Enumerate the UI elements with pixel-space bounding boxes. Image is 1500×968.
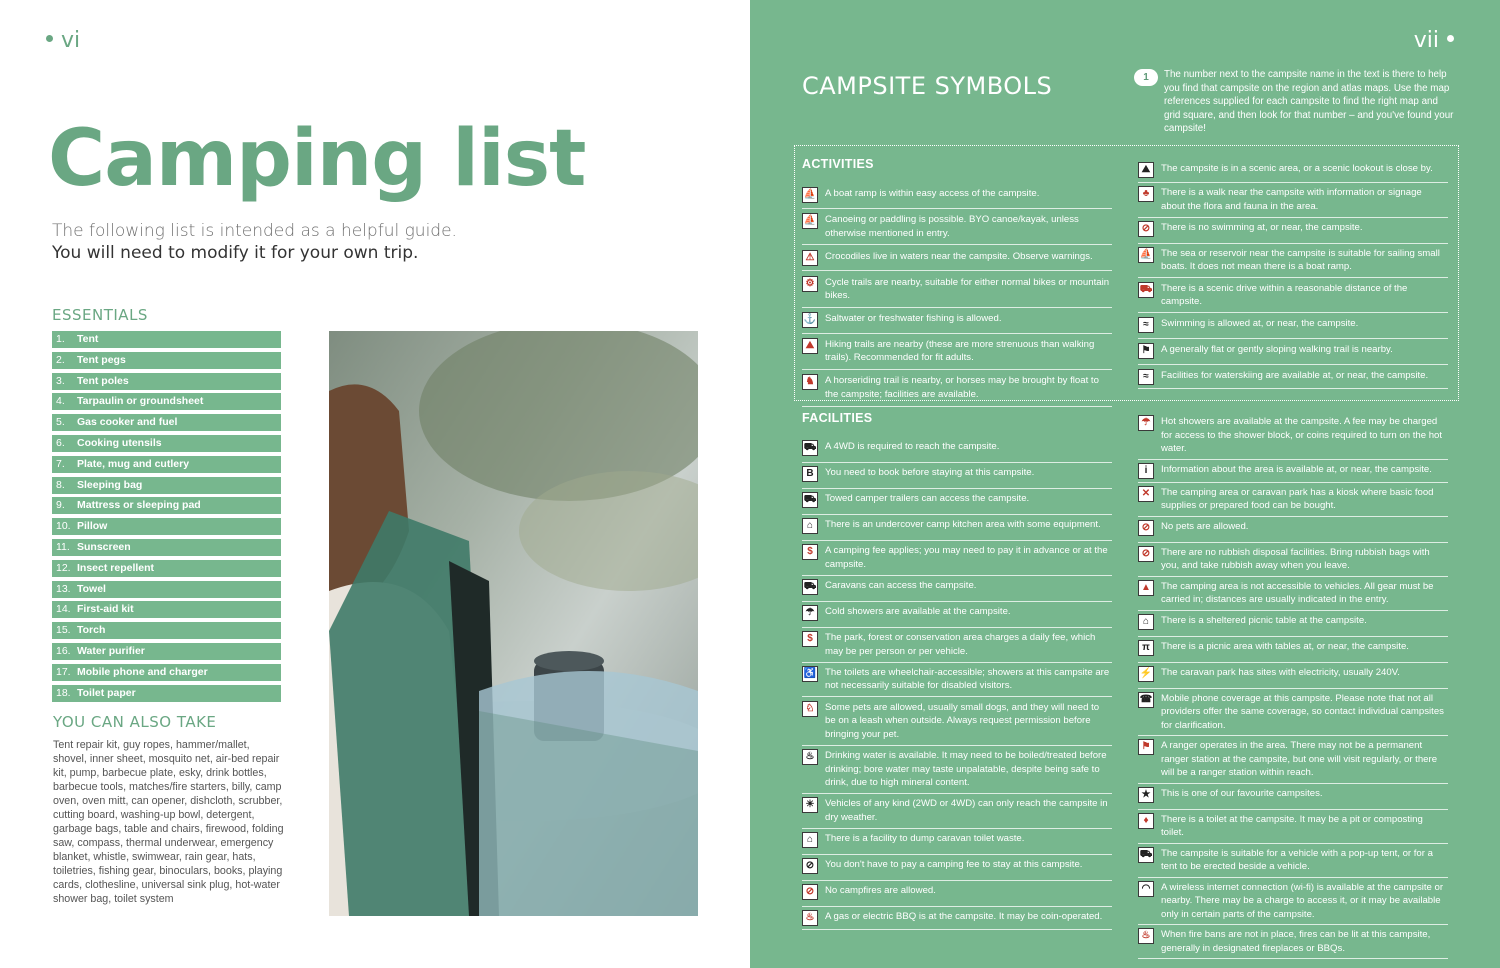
essentials-item-number: 14. (56, 603, 71, 616)
symbol-row (802, 183, 1112, 209)
essentials-item (52, 664, 281, 681)
symbol-row (1138, 517, 1448, 543)
essentials-item-number: 5. (56, 416, 65, 429)
symbol-description: Swimming is allowed at, or near, the campsite. (1161, 317, 1359, 329)
symbol-row (1138, 663, 1448, 689)
activities-heading: ACTIVITIES (802, 157, 874, 171)
essentials-item (52, 685, 281, 702)
scenic-drive-icon: ⛟ (1138, 282, 1154, 298)
favourite-icon: ★ (1138, 787, 1154, 803)
symbol-row (1138, 637, 1448, 663)
symbol-row (1138, 689, 1448, 737)
essentials-item (52, 414, 281, 431)
symbol-description: Cold showers are available at the campsite. (825, 606, 1011, 618)
campsite-number-badge: 1 (1134, 69, 1158, 86)
symbol-description: Crocodiles live in waters near the campsite. Observe warnings. (825, 250, 1093, 262)
symbol-description: A ranger operates in the area. There may not be a permanent ranger station at the campsite, but one will visit regularly, or there will be a ranger station within reach. (1161, 740, 1438, 778)
symbol-description: The park, forest or conservation area charges a daily fee, which may be per person or per vehicle. (825, 632, 1096, 657)
booking-icon: B (802, 466, 818, 482)
essentials-item (52, 373, 281, 390)
camper-trailer-icon: ⛟ (802, 492, 818, 508)
symbol-row (802, 576, 1112, 602)
activities-left-column (802, 183, 1112, 407)
essentials-item (52, 477, 281, 494)
essentials-item-number: 13. (56, 582, 71, 595)
page-number-left (46, 28, 80, 53)
park-fee-icon: $ (802, 631, 818, 647)
essentials-item-number: 12. (56, 561, 71, 574)
essentials-item-label: Toilet paper (77, 686, 136, 699)
symbol-row (1138, 736, 1448, 784)
symbol-row (802, 628, 1112, 663)
activities-right-column (1138, 159, 1448, 389)
symbol-row (1138, 577, 1448, 611)
camp-kitchen-icon: ⌂ (802, 518, 818, 534)
symbol-row (1138, 278, 1448, 313)
symbol-description: A boat ramp is within easy access of the campsite. (825, 188, 1040, 200)
symbol-description: There is a toilet at the campsite. It may be a pit or composting toilet. (1161, 813, 1423, 838)
intro-line-1: The following list is intended as a helpful guide. (52, 221, 457, 241)
symbol-description: A camping fee applies; you may need to pay it in advance or at the campsite. (825, 545, 1108, 570)
fishing-icon: ⚓ (802, 312, 818, 328)
symbol-description: Caravans can access the campsite. (825, 580, 977, 592)
symbol-row (1138, 925, 1448, 959)
essentials-item-number: 9. (56, 499, 65, 512)
hiking-icon: ⛰ (802, 338, 818, 354)
symbol-description: You need to book before staying at this campsite. (825, 467, 1035, 479)
essentials-item-number: 11. (56, 540, 70, 553)
essentials-item (52, 643, 281, 660)
dump-point-icon: ⌂ (802, 832, 818, 848)
drinking-water-icon: ♨ (802, 749, 818, 765)
symbol-description: Some pets are allowed, usually small dogs, and they will need to be on a leash when outside. Always request permission before bringing your pet. (825, 701, 1100, 740)
essentials-item-label: Towel (77, 582, 106, 595)
symbol-description: The caravan park has sites with electricity, usually 240V. (1161, 666, 1400, 678)
scenic-lookout-icon: ⛰ (1138, 162, 1154, 178)
no-rubbish-icon: ⊘ (1138, 546, 1154, 562)
symbol-description: A wireless internet connection (wi-fi) is available at the campsite or nearby. There may be a charge to access it, or it may be available only in certain parts of the campsite. (1161, 881, 1444, 920)
mobile-phone-icon: ☎ (1138, 692, 1154, 708)
campsite-symbols-title: CAMPSITE SYMBOLS (802, 72, 1053, 100)
symbol-description: Vehicles of any kind (2WD or 4WD) can only reach the campsite in dry weather. (825, 798, 1108, 823)
symbol-description: The campsite is in a scenic area, or a scenic lookout is close by. (1161, 163, 1433, 175)
essentials-item-label: Torch (77, 624, 106, 637)
cold-shower-icon: ☂ (802, 605, 818, 621)
toilet-icon: ♦ (1138, 813, 1154, 829)
symbol-row (802, 881, 1112, 907)
symbol-row (1138, 844, 1448, 878)
essentials-item-label: Insect repellent (77, 561, 155, 574)
essentials-item (52, 518, 281, 535)
symbol-description: Mobile phone coverage at this campsite. Please note that not all providers offer the same coverage, so contact individual campsites for clarification. (1161, 692, 1444, 731)
essentials-heading: ESSENTIALS (52, 306, 148, 324)
free-camping-icon: ⊘ (802, 858, 818, 874)
symbol-description: The toilets are wheelchair-accessible; showers at this campsite are not necessarily suitable for disabled visitors. (825, 666, 1110, 692)
essentials-item (52, 539, 281, 556)
symbol-description: Information about the area is available at, or near, the campsite. (1161, 463, 1432, 475)
essentials-item-label: Water purifier (77, 644, 145, 657)
facilities-left-column (802, 437, 1112, 930)
symbol-row (1138, 412, 1448, 460)
wheelchair-icon: ♿ (802, 666, 818, 682)
walking-trail-icon: ⚑ (1138, 343, 1154, 359)
2wd-icon: ☀ (802, 797, 818, 813)
information-icon: i (1138, 463, 1154, 479)
symbol-row (802, 697, 1112, 745)
symbol-row (1138, 878, 1448, 926)
photo-illustration (329, 331, 698, 916)
also-take-heading: YOU CAN ALSO TAKE (53, 713, 217, 731)
symbol-description: There is a facility to dump caravan toilet waste. (825, 833, 1025, 845)
fires-allowed-icon: ♨ (1138, 928, 1154, 944)
essentials-item-number: 1. (56, 333, 65, 345)
symbol-row (802, 746, 1112, 794)
also-take-text: Tent repair kit, guy ropes, hammer/mallet, shovel, inner sheet, mosquito net, air-bed repair kit, pump, barbecue plate, esky, drink bottles, barbecue tools, matches/fire starters, billy, camp oven, oven mitt, can opener, dishcloth, scrubber, cutting board, washing-up bowl, detergent, garbage bags, table and chairs, firewood, folding saw, compass, thermal underwear, emergency blanket, whistle, swimwear, rain gear, hats, toiletries, fishing gear, binoculars, books, playing cards, clothesline, universal sink plug, hot-water shower bag, toilet system (53, 739, 284, 905)
symbol-row (1138, 218, 1448, 244)
symbol-description: The camping area is not accessible to vehicles. All gear must be carried in; distances are usually indicated in the entry. (1161, 580, 1434, 605)
symbol-row (1138, 784, 1448, 810)
nature-walk-icon: ♣ (1138, 186, 1154, 202)
symbol-description: There is an undercover camp kitchen area with some equipment. (825, 519, 1101, 531)
essentials-item-number: 18. (56, 686, 71, 699)
essentials-item-label: Tent poles (77, 374, 129, 387)
essentials-item (52, 331, 281, 348)
right-page (750, 0, 1500, 968)
symbol-row (802, 308, 1112, 334)
symbol-description: A 4WD is required to reach the campsite. (825, 441, 1000, 453)
essentials-item-number: 16. (56, 644, 71, 657)
bullet-dot (1447, 35, 1454, 42)
essentials-item-label: Sunscreen (77, 540, 131, 553)
symbol-description: The campsite is suitable for a vehicle with a pop-up tent, or for a tent to be erected beside a vehicle. (1161, 847, 1433, 872)
walk-in-icon: ▲ (1138, 580, 1154, 596)
symbol-description: Facilities for waterskiing are available at, or near, the campsite. (1161, 369, 1429, 381)
symbol-description: You don't have to pay a camping fee to stay at this campsite. (825, 859, 1083, 871)
symbol-row (802, 437, 1112, 463)
crocodile-icon: ⚠ (802, 250, 818, 266)
symbol-description: There is a walk near the campsite with information or signage about the flora and fauna in the area. (1161, 187, 1422, 212)
essentials-item-number: 17. (56, 665, 71, 678)
symbol-description: Towed camper trailers can access the campsite. (825, 493, 1030, 505)
bullet-dot (46, 35, 53, 42)
campsite-number-note: The number next to the campsite name in the text is there to help you find that campsite on the region and atlas maps. Use the map references supplied for each campsite to find the right map and grid square, and then look for that number – and you've found your campsite! (1164, 69, 1454, 134)
symbol-row (802, 794, 1112, 829)
essentials-item-label: Pillow (77, 520, 108, 533)
symbol-row (1138, 183, 1448, 218)
symbol-description: The sea or reservoir near the campsite is suitable for sailing small boats. It does not mean there is a boat ramp. (1161, 247, 1440, 273)
essentials-item-label: Gas cooker and fuel (77, 416, 178, 429)
essentials-item-number: 10. (56, 520, 71, 533)
symbol-description: This is one of our favourite campsites. (1161, 787, 1323, 799)
symbol-description: There are no rubbish disposal facilities. Bring rubbish bags with you, and take rubbish away when you leave. (1161, 546, 1430, 571)
caravan-icon: ⛟ (802, 579, 818, 595)
essentials-item-label: Tent pegs (77, 353, 126, 366)
symbol-row (1138, 313, 1448, 339)
essentials-item-label: Tarpaulin or groundsheet (77, 395, 204, 408)
essentials-item-number: 6. (56, 436, 65, 449)
symbol-row (802, 541, 1112, 576)
symbol-row (802, 489, 1112, 515)
essentials-list (52, 331, 281, 705)
symbol-description: A gas or electric BBQ is at the campsite. It may be coin-operated. (825, 911, 1103, 923)
camping-fee-icon: $ (802, 544, 818, 560)
no-campfires-icon: ⊘ (802, 884, 818, 900)
essentials-item (52, 601, 281, 618)
symbol-row (1138, 365, 1448, 389)
symbol-row (802, 663, 1112, 698)
sailing-icon: ⛵ (1138, 247, 1154, 263)
symbol-row (802, 829, 1112, 855)
no-swimming-icon: ⊘ (1138, 221, 1154, 237)
symbol-row (802, 245, 1112, 271)
essentials-item-label: Mattress or sleeping pad (77, 499, 201, 512)
sheltered-picnic-icon: ⌂ (1138, 614, 1154, 630)
pets-allowed-icon: ♘ (802, 701, 818, 717)
essentials-item-number: 4. (56, 395, 65, 408)
page-number-text: vi (61, 28, 81, 53)
swimming-icon: ≈ (1138, 317, 1154, 333)
symbol-description: Hiking trails are nearby (these are more strenuous than walking trails). Recommended for fit adults. (825, 338, 1095, 364)
waterskiing-icon: ≈ (1138, 369, 1154, 385)
symbol-row (802, 515, 1112, 541)
camper-photo (329, 331, 698, 916)
wifi-icon: ◠ (1138, 881, 1154, 897)
symbol-description: There is a scenic drive within a reasonable distance of the campsite. (1161, 282, 1408, 308)
essentials-item-number: 2. (56, 353, 65, 366)
symbol-row (1138, 810, 1448, 844)
essentials-item (52, 581, 281, 598)
symbol-description: No campfires are allowed. (825, 885, 936, 897)
symbol-row (1138, 460, 1448, 483)
intro-line-2: You will need to modify it for your own trip. (52, 243, 419, 263)
essentials-item (52, 560, 281, 577)
bbq-icon: ♨ (802, 910, 818, 926)
symbol-row (1138, 159, 1448, 183)
horse-icon: ♞ (802, 374, 818, 390)
essentials-item-label: Mobile phone and charger (77, 665, 208, 678)
ranger-icon: ⚑ (1138, 739, 1154, 755)
symbol-row (1138, 543, 1448, 577)
no-pets-icon: ⊘ (1138, 520, 1154, 536)
boat-ramp-icon: ⛵ (802, 187, 818, 203)
page-number-text: vii (1413, 28, 1439, 53)
essentials-item (52, 435, 281, 452)
symbol-row (802, 209, 1112, 245)
symbol-row (802, 271, 1112, 307)
symbol-description: There is no swimming at, or near, the campsite. (1161, 221, 1363, 233)
symbol-row (1138, 611, 1448, 637)
essentials-item (52, 456, 281, 473)
cycling-icon: ⚙ (802, 276, 818, 292)
symbol-row (1138, 244, 1448, 279)
symbol-description: A generally flat or gently sloping walking trail is nearby. (1161, 343, 1393, 355)
essentials-item (52, 497, 281, 514)
page-number-right (1414, 28, 1454, 53)
symbol-description: The camping area or caravan park has a kiosk where basic food supplies or prepared food can be bought. (1161, 486, 1434, 511)
symbol-description: Hot showers are available at the campsite. A fee may be charged for access to the shower block, or coins required to turn on the hot water. (1161, 416, 1443, 454)
symbol-row (1138, 483, 1448, 517)
essentials-item (52, 393, 281, 410)
kiosk-icon: ✕ (1138, 486, 1154, 502)
symbol-description: Canoeing or paddling is possible. BYO canoe/kayak, unless otherwise mentioned in entry. (825, 214, 1079, 239)
pop-up-tent-icon: ⛟ (1138, 847, 1154, 863)
page-title: Camping list (48, 114, 586, 204)
power-icon: ⚡ (1138, 666, 1154, 682)
picnic-table-icon: π (1138, 640, 1154, 656)
symbol-row (802, 463, 1112, 489)
canoeing-icon: ⛵ (802, 213, 818, 229)
symbol-description: No pets are allowed. (1161, 520, 1249, 532)
facilities-heading: FACILITIES (802, 411, 873, 425)
facilities-right-column (1138, 412, 1448, 959)
symbol-row (802, 334, 1112, 370)
essentials-item-label: First-aid kit (77, 603, 134, 616)
symbol-description: A horseriding trail is nearby, or horses may be brought by float to the campsite; facilities are available. (825, 375, 1099, 400)
essentials-item-label: Tent (77, 333, 99, 345)
symbol-description: There is a sheltered picnic table at the campsite. (1161, 614, 1367, 626)
essentials-item-label: Plate, mug and cutlery (77, 457, 190, 470)
symbol-description: Cycle trails are nearby, suitable for either normal bikes or mountain bikes. (825, 276, 1110, 302)
symbol-description: Drinking water is available. It may need to be boiled/treated before drinking; bore water may taste unpalatable, despite being safe to drink, due to high mineral content. (825, 750, 1107, 789)
essentials-item-number: 15. (56, 624, 71, 637)
symbol-row (802, 855, 1112, 881)
symbol-row (802, 602, 1112, 628)
essentials-item-number: 8. (56, 478, 65, 491)
essentials-item-number: 3. (56, 374, 65, 387)
hot-shower-icon: ☂ (1138, 415, 1154, 431)
symbol-description: There is a picnic area with tables at, or near, the campsite. (1161, 640, 1409, 652)
essentials-item-label: Cooking utensils (77, 436, 162, 449)
symbol-row (802, 370, 1112, 406)
essentials-item-label: Sleeping bag (77, 478, 143, 491)
symbol-description: Saltwater or freshwater fishing is allowed. (825, 312, 1002, 324)
essentials-item-number: 7. (56, 457, 65, 470)
symbol-description: When fire bans are not in place, fires can be lit at this campsite, generally in designated fireplaces or BBQs. (1161, 929, 1431, 954)
4wd-icon: ⛟ (802, 440, 818, 456)
essentials-item (52, 622, 281, 639)
symbol-row (1138, 339, 1448, 365)
essentials-item (52, 352, 281, 369)
symbol-row (802, 907, 1112, 931)
